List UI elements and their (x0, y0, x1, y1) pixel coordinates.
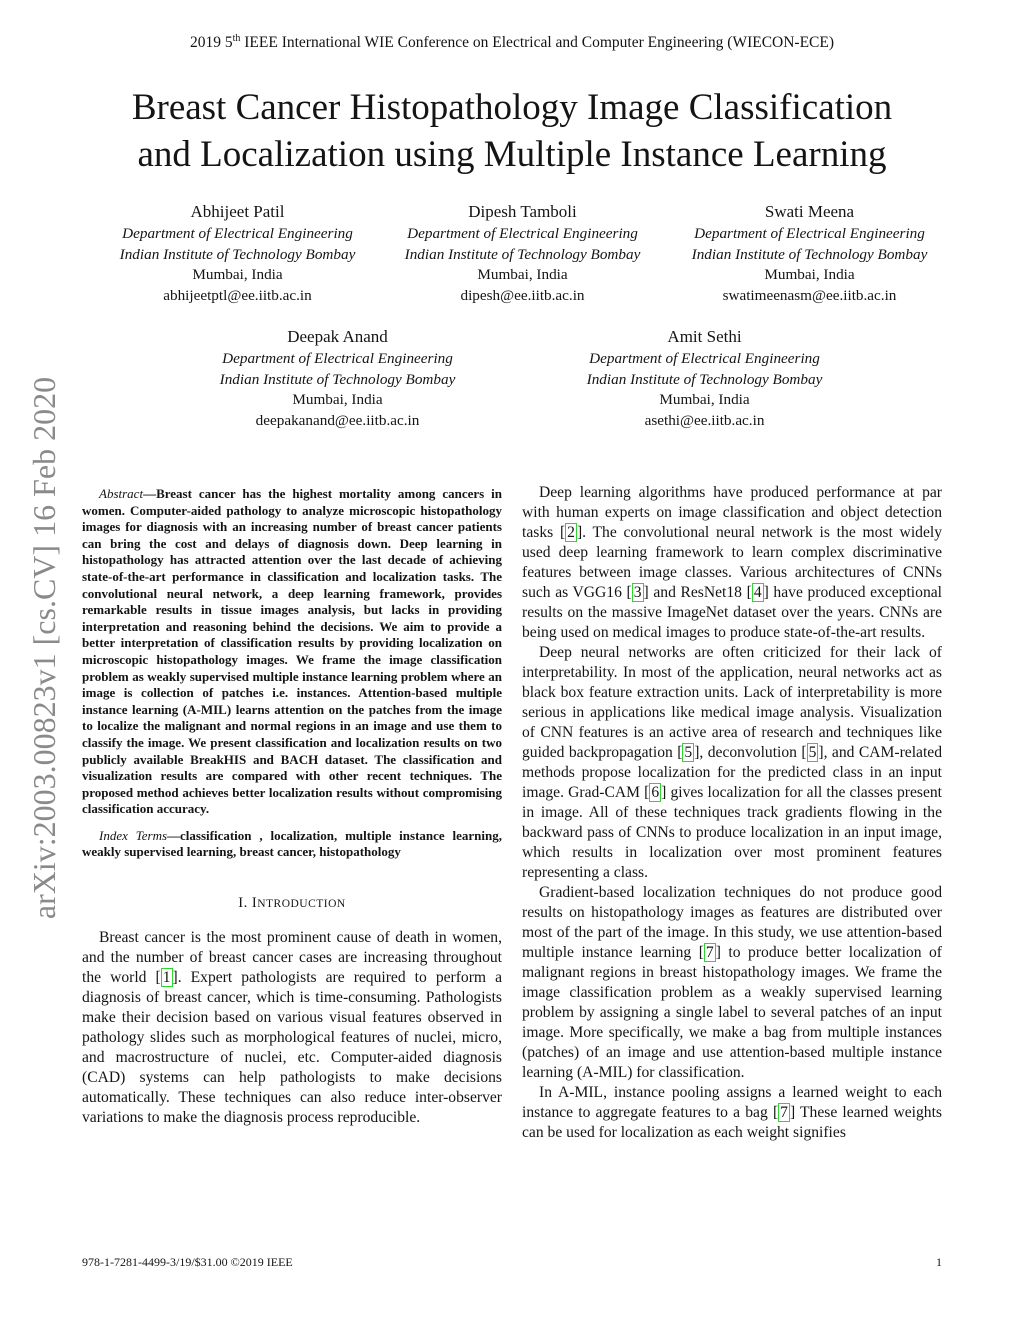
citation-link[interactable]: 6 (651, 784, 660, 801)
paper-title (60, 84, 964, 178)
author-block-2 (380, 200, 665, 306)
conference-name: IEEE International WIE Conference on Electrical and Computer Engineering (WIECON-ECE) (240, 34, 835, 52)
author-name: Dipesh Tamboli (468, 202, 577, 221)
conference-ordinal-suffix: th (232, 33, 241, 44)
section-number: I. (238, 895, 252, 912)
paper-title-line-2: and Localization using Multiple Instance Learning (137, 134, 887, 175)
author-email: abhijeetptl@ee.iitb.ac.in (163, 286, 312, 304)
text-run: In A-MIL, instance pooling assigns a learned weight to each instance to aggregate features to a bag (522, 1084, 942, 1121)
text-run: . The convolutional neural network is the most widely used deep learning framework to learn complex discriminative features between image classes. Various architectures of CNNs such as VGG16 (522, 524, 942, 601)
author-city: Mumbai, India (477, 266, 568, 283)
citation-link[interactable]: 7 (780, 1104, 788, 1121)
index-terms-text: —classification , localization, multiple instance learning, weakly supervised learning, breast cancer, histopathology (82, 827, 502, 860)
author-department: Department of Electrical Engineering (407, 225, 638, 242)
section-title-rest: NTRODUCTION (257, 898, 346, 911)
author-city: Mumbai, India (659, 391, 750, 408)
text-run: . Expert pathologists are required to perform a diagnosis of breast cancer, which is time-consuming. Pathologists make their decision based on various visual features observed in pathology slides such as morphological features of nuclei, micro, and macrostructure of nuclei, etc. Computer-aided diagnosis (CAD) systems can help pathologists to make decisions automatically. These techniques can also reduce inter-observer variations to make the diagnosis process reproducible. (82, 969, 502, 1127)
author-department: Department of Electrical Engineering (589, 350, 820, 367)
author-email: asethi@ee.iitb.ac.in (644, 411, 765, 429)
intro-paragraph-1: Breast cancer is the most prominent cause of death in women, and the number of breast cancer cases are increasing throughout the world [ 1 ]. Expert pathologists are required to perform a diagnosis of breast cancer, which is time-consuming. Pathologists make their decision based on various visual features observed in pathology slides such as morphological features of nuclei, micro, and macrostructure of nuclei, etc. Computer-aided diagnosis (CAD) systems can help pathologists to make decisions automatically. These techniques can also reduce inter-observer variations to make the diagnosis process reproducible. (82, 929, 502, 1127)
text-run: Breast cancer is the most prominent cause of death in women, and the number of breast cancer cases are increasing throughout the world (82, 929, 502, 987)
author-institute: Indian Institute of Technology Bombay (691, 245, 928, 263)
author-institute: Indian Institute of Technology Bombay (119, 245, 356, 263)
text-run: , deconvolution (699, 744, 802, 761)
citation-link[interactable]: 7 (705, 944, 714, 961)
text-run: These learned weights can be used for localization as each weight signifies (522, 1104, 942, 1141)
author-email: deepakanand@ee.iitb.ac.in (255, 411, 420, 429)
author-institute: Indian Institute of Technology Bombay (404, 245, 641, 263)
conference-header (0, 33, 1024, 52)
text-run: Deep neural networks are often criticized for their lack of interpretability. In most of the application, neural networks act as black box feature extraction units. Lack of interpretability is more serious in applications like medical image analysis. Visualization of CNN features is an active area of research and techniques like guided backpropagation (522, 644, 942, 761)
right-paragraph-4: In A-MIL, instance pooling assigns a learned weight to each instance to aggregate features to a bag [ 7 ] These learned weights can be used for localization as each weight signifies (522, 1084, 942, 1141)
text-run: to produce better localization of malignant regions in breast histopathology images. We frame the image classification problem as a weakly supervised learning problem by assigning a single label to several patches of an input image. More specifically, we make a bag from multiple instances (patches) of an image and use attention-based multiple instance learning (A-MIL) for classification. (522, 944, 942, 1081)
author-institute: Indian Institute of Technology Bombay (586, 370, 823, 388)
citation-link[interactable]: 4 (753, 584, 762, 601)
author-email: dipesh@ee.iitb.ac.in (460, 286, 585, 304)
author-block-1 (95, 200, 380, 306)
text-run: , and CAM-related methods propose localization for the predicted class in an input image. Grad-CAM (522, 744, 942, 801)
citation-link[interactable]: 5 (684, 744, 693, 761)
author-email: swatimeenasm@ee.iitb.ac.in (722, 286, 897, 304)
author-block-5 (562, 325, 847, 431)
citation-link[interactable]: 2 (567, 524, 575, 541)
section-title-initial: I (251, 895, 258, 912)
index-terms-label: Index Terms (99, 827, 168, 843)
arxiv-stamp: arXiv:2003.00823v1 [cs.CV] 16 Feb 2020 (26, 376, 62, 920)
citation-link[interactable]: 3 (633, 584, 642, 601)
abstract (82, 486, 502, 818)
section-heading-introduction (82, 895, 502, 912)
abstract-text: —Breast cancer has the highest mortality among cancers in women. Computer-aided pathology to analyze microscopic histopathology images for diagnosis with an increasing number of breast cancer patients can bring the cost and delays of diagnosis down. Deep learning in histopathology has attracted attention over the last decade of achieving state-of-the-art performance in classification and localization tasks. The convolutional neural network, a deep learning framework, provides remarkable results in tissue images analysis, but lacks in providing interpretation and reasoning behind the decisions. We aim to provide a better interpretation of classification results by providing localization on microscopic histopathology images. We frame the image classification problem as weakly supervised multiple instance learning problem where an image is collection of patches i.e. instances. Attention-based multiple instance learning (A-MIL) learns attention on the patches from the image to localize the malignant and normal regions in an image and use them to classify the image. We present classification and localization results on two publicly available BreakHIS and BACH dataset. The classification and visualization results are compared with other recent techniques. The proposed method achieves better localization results without compromising classification accuracy. (82, 486, 502, 817)
left-column (82, 486, 502, 1128)
page-number: 1 (936, 1255, 942, 1269)
paper-title-line-1: Breast Cancer Histopathology Image Classification (131, 87, 893, 128)
author-institute: Indian Institute of Technology Bombay (219, 370, 456, 388)
author-block-4 (195, 325, 480, 431)
author-name: Swati Meena (764, 202, 855, 221)
right-paragraph-3: Gradient-based localization techniques do not produce good results on histopathology images as features are distributed over most of the part of the image. In this study, we use attention-based multiple instance learning [ 7 ] to produce better localization of malignant regions in breast histopathology images. We frame the image classification problem as a weakly supervised learning problem by assigning a single label to several patches of an input image. More specifically, we make a bag from multiple instances (patches) of an image and use attention-based multiple instance learning (A-MIL) for classification. (522, 884, 942, 1081)
text-run: and ResNet18 (648, 584, 747, 601)
abstract-label: Abstract (99, 486, 144, 501)
text-run: gives localization for all the classes present in image. All of these techniques track gradients flowing in the backward pass of CNNs to produce localization in an input image, which results in localization over most prominent features representing a class. (522, 784, 942, 881)
right-column (522, 483, 942, 1143)
text-run: Gradient-based localization techniques do not produce good results on histopathology images as features are distributed over most of the part of the image. In this study, we use attention-based multiple instance learning (522, 884, 942, 961)
author-name: Abhijeet Patil (190, 202, 285, 221)
author-city: Mumbai, India (192, 266, 283, 283)
index-terms (82, 828, 502, 861)
right-paragraph-1: Deep learning algorithms have produced performance at par with human experts on image classification and object detection tasks [ 2 ]. The convolutional neural network is the most widely used deep learning framework to learn complex discriminative features between image classes. Various architectures of CNNs such as VGG16 [ 3 ] and ResNet18 [ 4 ] have produced exceptional results on the massive ImageNet dataset over the years. CNNs are being used on medical images to produce state-of-the-art results. (522, 484, 942, 641)
citation-link[interactable]: 5 (808, 744, 817, 761)
author-city: Mumbai, India (292, 391, 383, 408)
conference-year: 2019 5 (189, 34, 233, 52)
author-name: Deepak Anand (287, 327, 388, 346)
author-city: Mumbai, India (764, 266, 855, 283)
text-run: have produced exceptional results on the massive ImageNet dataset over the years. CNNs are being used on medical images to produce state-of-the-art results. (522, 584, 942, 641)
author-department: Department of Electrical Engineering (694, 225, 925, 242)
right-paragraph-2: Deep neural networks are often criticized for their lack of interpretability. In most of the application, neural networks act as black box feature extraction units. Lack of interpretability is more serious in applications like medical image analysis. Visualization of CNN features is an active area of research and techniques like guided backpropagation [ 5 ], deconvolution [ 5 ], and CAM-related methods propose localization for the predicted class in an input image. Grad-CAM [ 6 ] gives localization for all the classes present in image. All of these techniques track gradients flowing in the backward pass of CNNs to produce localization in an input image, which results in localization over most prominent features representing a class. (522, 644, 942, 881)
text-run: Deep learning algorithms have produced performance at par with human experts on image classification and object detection tasks (522, 484, 942, 541)
footer-copyright: 978-1-7281-4499-3/19/$31.00 ©2019 IEEE (82, 1255, 293, 1269)
citation-link[interactable]: 1 (162, 969, 171, 987)
author-department: Department of Electrical Engineering (222, 350, 453, 367)
author-name: Amit Sethi (667, 327, 742, 346)
author-block-3 (666, 200, 953, 306)
author-department: Department of Electrical Engineering (122, 225, 353, 242)
